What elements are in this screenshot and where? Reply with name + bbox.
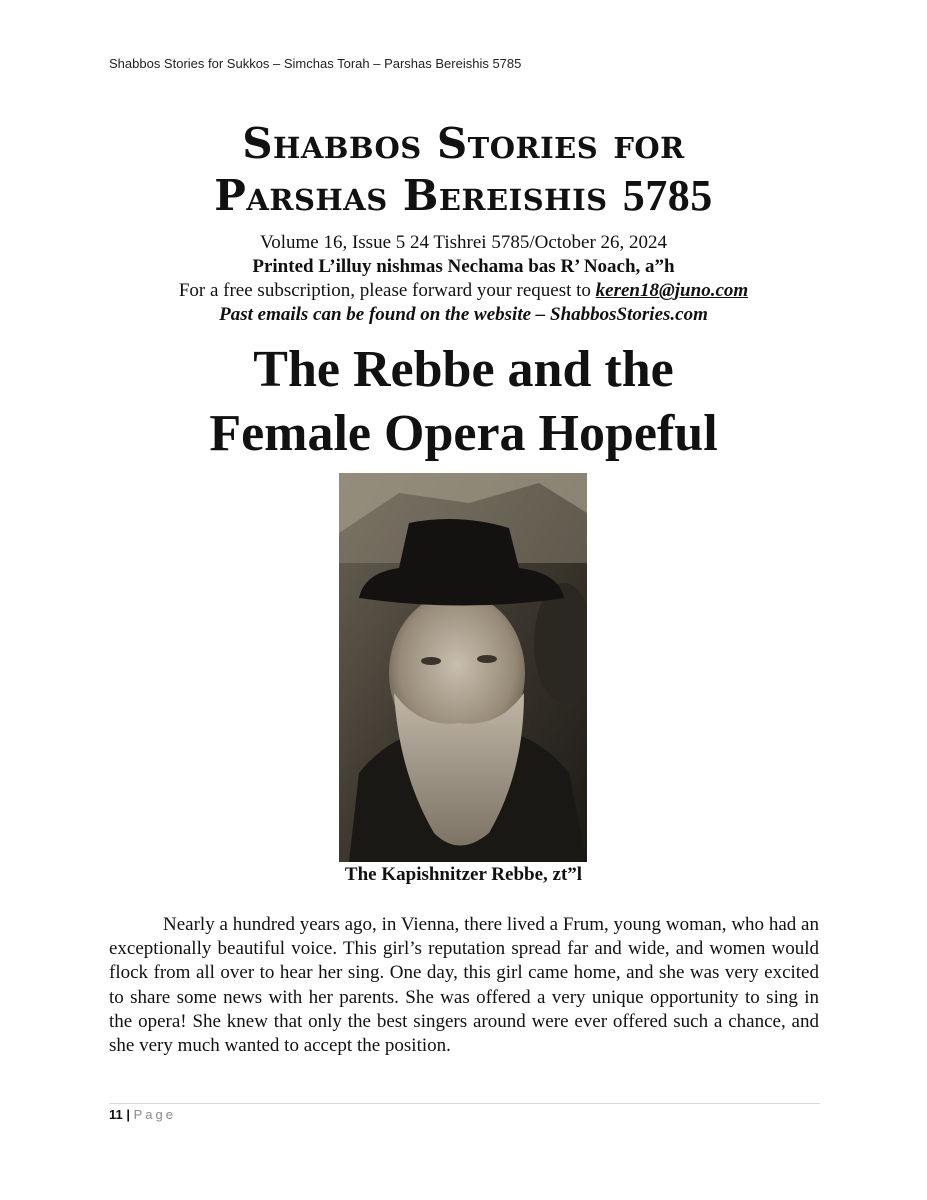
masthead-line-2 — [0, 170, 927, 222]
story-title-line-1: The Rebbe and the — [253, 341, 674, 398]
masthead-parsha: Parshas Bereishis — [214, 171, 608, 220]
rebbe-photo — [339, 473, 587, 862]
subscription-line — [0, 279, 927, 303]
footer-divider — [109, 1103, 820, 1104]
page-footer — [109, 1107, 176, 1122]
story-paragraph: Nearly a hundred years ago, in Vienna, there lived a Frum, young woman, who had an exceptionally beautiful voice. This girl’s reputation spread far and wide, and women would flock from all over to hear her sing. One day, this girl came home, and she was very excited to share some news with her parents. She was offered a very unique opportunity to sing in the opera! She knew that only the best singers around were ever offered such a chance, and she very much wanted to accept the position. — [109, 914, 819, 1057]
page-number: 11 — [109, 1107, 123, 1122]
story-title-line-2: Female Opera Hopeful — [209, 405, 718, 462]
website-line: Past emails can be found on the website – ShabbosStories.com — [219, 304, 708, 325]
dedication-line: Printed L’illuy nishmas Nechama bas R’ Noach, a”h — [252, 256, 675, 277]
photo-caption: The Kapishnitzer Rebbe, zt”l — [344, 864, 583, 885]
masthead — [0, 118, 927, 222]
page-label: Page — [133, 1107, 177, 1122]
footer-separator: | — [126, 1107, 131, 1122]
running-header: Shabbos Stories for Sukkos – Simchas Torah – Parshas Bereishis 5785 — [109, 56, 522, 71]
story-title — [0, 338, 927, 466]
email-link[interactable]: keren18@juno.com — [595, 280, 749, 301]
issue-info — [0, 231, 927, 327]
masthead-line-1: Shabbos Stories for — [242, 119, 685, 168]
volume-line: Volume 16, Issue 5 24 Tishrei 5785/October 26, 2024 — [259, 232, 668, 253]
subscription-text: For a free subscription, please forward your request to — [178, 280, 596, 301]
masthead-year: 5785 — [622, 171, 713, 220]
